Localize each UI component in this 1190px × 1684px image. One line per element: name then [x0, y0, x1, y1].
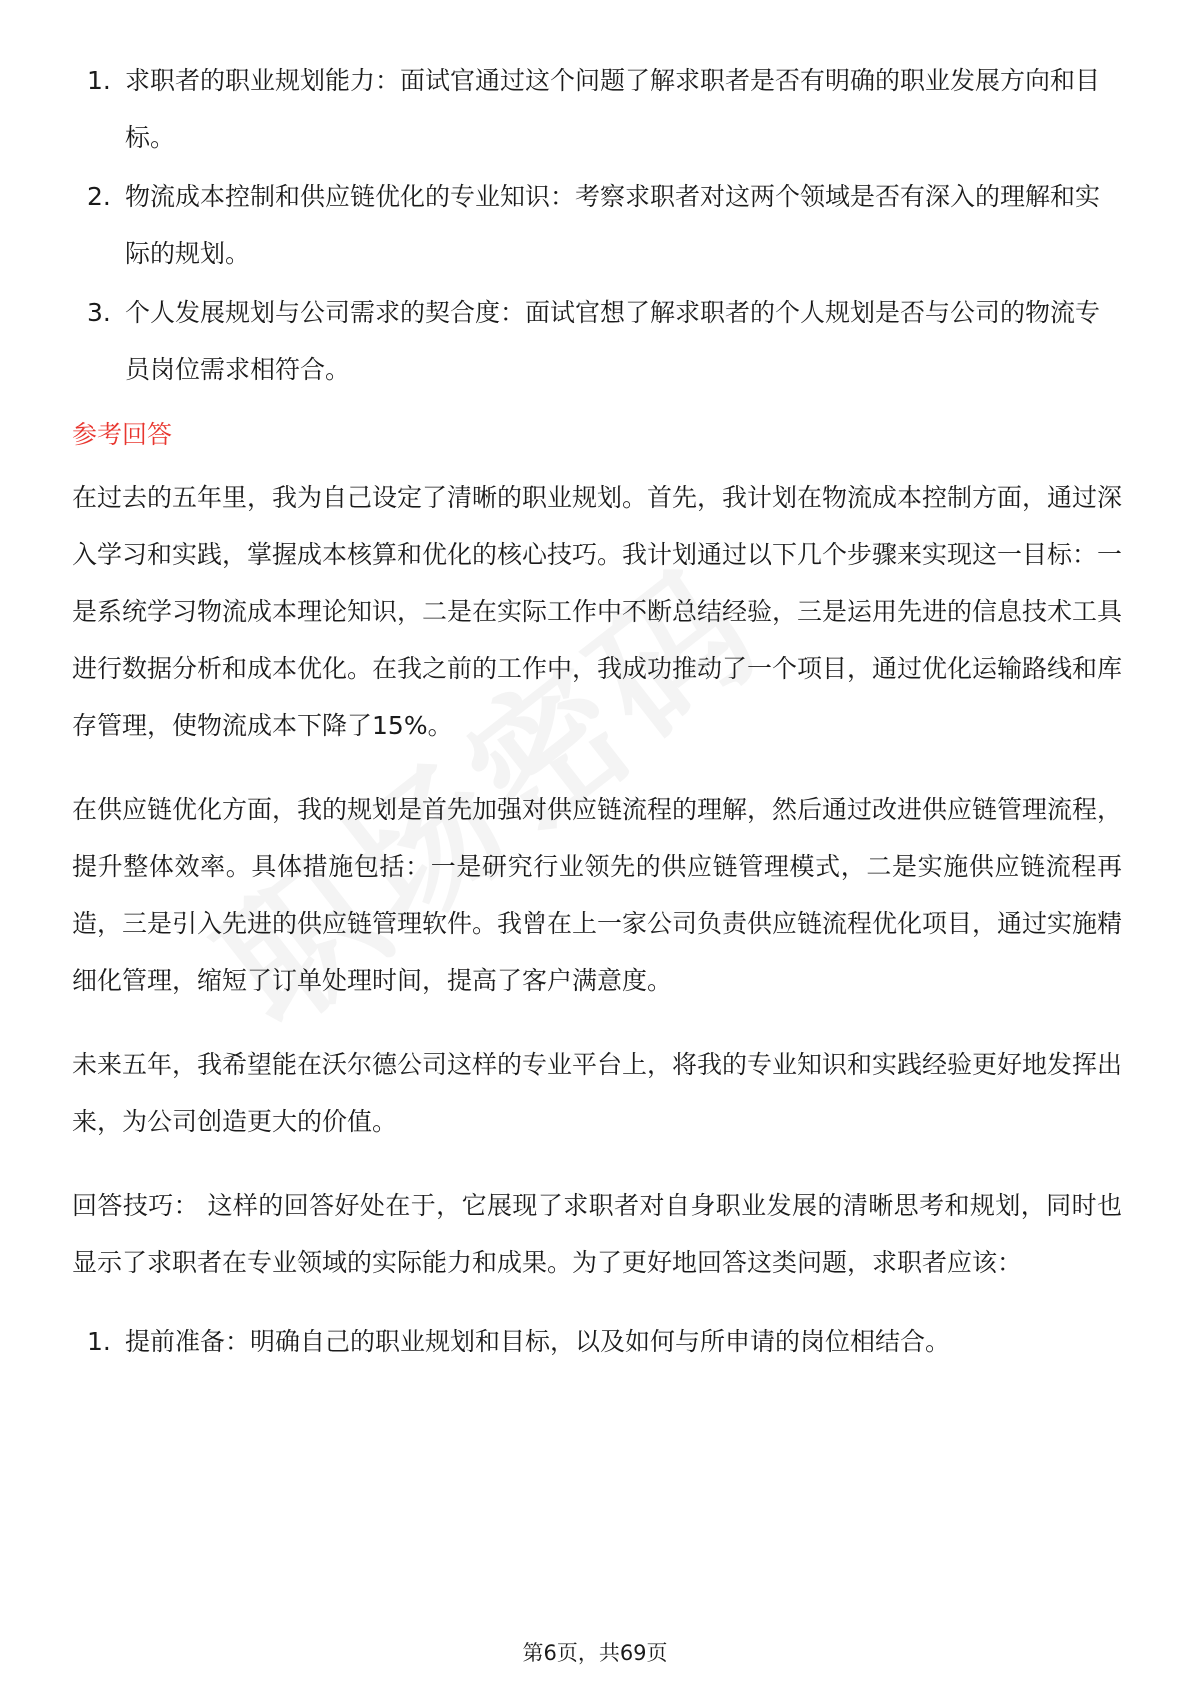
- list-text: 个人发展规划与公司需求的契合度：面试官想了解求职者的个人规划是否与公司的物流专员岗位需求相符合。: [125, 298, 1101, 384]
- page-footer: 第6页，共69页: [522, 1641, 668, 1665]
- tips-paragraph: 回答技巧： 这样的回答好处在于，它展现了求职者对自身职业发展的清晰思考和规划，同时也显示了求职者在专业领域的实际能力和成果。为了更好地回答这类问题，求职者应该：: [72, 1191, 1122, 1277]
- answer-paragraph: 未来五年，我希望能在沃尔德公司这样的专业平台上，将我的专业知识和实践经验更好地发挥出来，为公司创造更大的价值。: [72, 1050, 1123, 1136]
- list-item: [72, 284, 1122, 398]
- section-heading: 参考回答: [72, 420, 173, 449]
- list-item: [72, 52, 1122, 166]
- list-number: 2.: [87, 182, 111, 211]
- intro-list: [72, 52, 1122, 398]
- list-text: 求职者的职业规划能力：面试官通过这个问题了解求职者是否有明确的职业发展方向和目标。: [125, 66, 1101, 152]
- answer-paragraph: 在供应链优化方面，我的规划是首先加强对供应链流程的理解，然后通过改进供应链管理流程，提升整体效率。具体措施包括：一是研究行业领先的供应链管理模式，二是实施供应链流程再造，三是引入先进的供应链管理软件。我曾在上一家公司负责供应链流程优化项目，通过实施精细化管理，缩短了订单处理时间，提高了客户满意度。: [72, 795, 1123, 995]
- list-text: 提前准备：明确自己的职业规划和目标，以及如何与所申请的岗位相结合。: [125, 1327, 951, 1356]
- list-number: 3.: [87, 298, 111, 327]
- list-item: [72, 168, 1122, 282]
- document-page: [72, 52, 1122, 1372]
- list-item: [72, 1313, 1122, 1370]
- tips-list: [72, 1313, 1122, 1370]
- answer-paragraph: 在过去的五年里，我为自己设定了清晰的职业规划。首先，我计划在物流成本控制方面，通过深入学习和实践，掌握成本核算和优化的核心技巧。我计划通过以下几个步骤来实现这一目标：一是系统学习物流成本理论知识，二是在实际工作中不断总结经验，三是运用先进的信息技术工具进行数据分析和成本优化。在我之前的工作中，我成功推动了一个项目，通过优化运输路线和库存管理，使物流成本下降了15%。: [72, 483, 1123, 740]
- list-number: 1.: [87, 1327, 111, 1356]
- list-number: 1.: [87, 66, 111, 95]
- list-text: 物流成本控制和供应链优化的专业知识：考察求职者对这两个领域是否有深入的理解和实际的规划。: [125, 182, 1101, 268]
